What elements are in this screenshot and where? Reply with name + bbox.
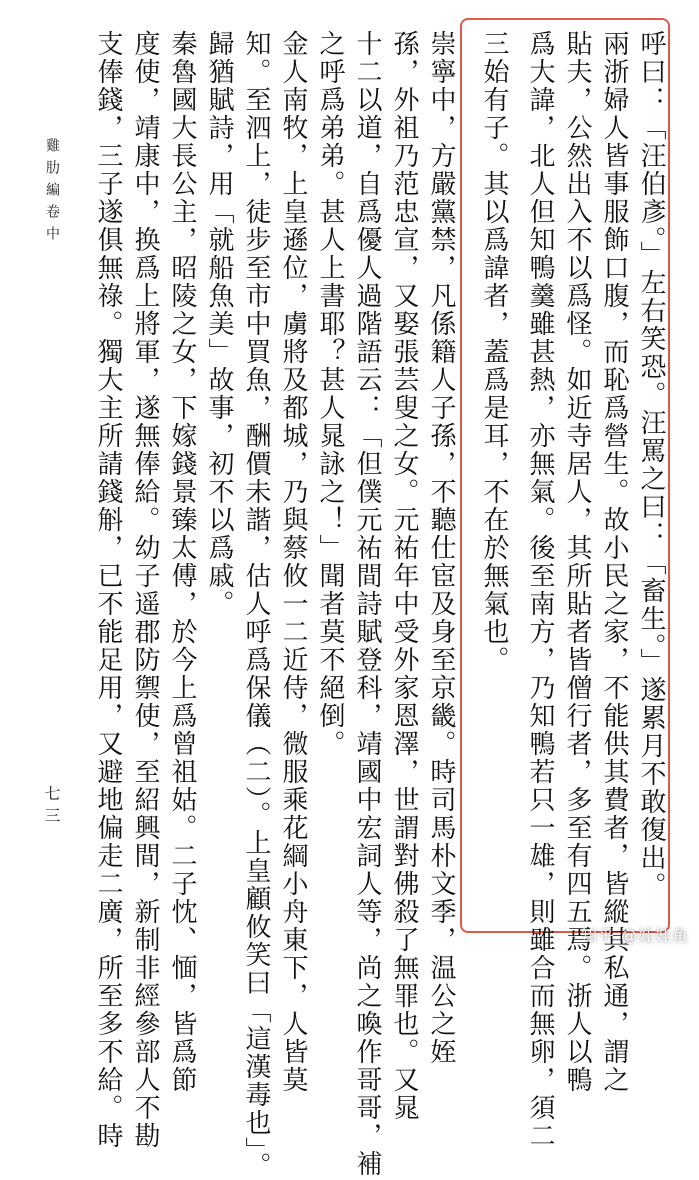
text-column-2: 兩浙婦人皆事服飾口腹，而恥爲營生。故小民之家，不能供其費者，皆縱其私通，謂之 <box>599 30 629 1094</box>
text-column-3: 貼夫，公然出入不以爲怪。如近寺居人，其所貼者皆僧行者，多至有四五焉。浙人以鴨 <box>562 30 592 1094</box>
text-column-12: 歸猶賦詩，用「就船魚美」故事，初不以爲戚。 <box>204 30 234 618</box>
text-column-15: 支俸錢，三子遂俱無祿。獨大主所請錢斛，已不能足用，又避地偏走二廣，所至多不給。時 <box>93 30 123 1150</box>
text-column-9: 之呼爲弟弟。甚人上書耶？甚人晁詠之！」聞者莫不絕倒。 <box>315 30 345 758</box>
text-column-14: 度使，靖康中，换爲上將軍，遂無俸給。幼子遥郡防禦使，至紹興間，新制非經參部人不勘 <box>130 30 160 1150</box>
text-column-4: 爲大諱，北人但知鴨羹雖甚熱，亦無氣。後至南方，乃知鴨若只一雄，則雖合而無卵，須二 <box>525 30 555 1150</box>
running-head: 雞肋編卷中 <box>44 138 60 248</box>
text-column-1: 呼曰：「汪伯彥。」左右笑恐。汪罵之曰：「畜生。」遂累月不敢復出。 <box>636 30 666 900</box>
text-column-5: 三始有子。其以爲諱者，蓋爲是耳，不在於無氣也。 <box>479 30 509 674</box>
page-number: 七三 <box>42 785 61 829</box>
text-column-10: 金人南牧，上皇遜位，虜將及都城，乃與蔡攸一二近侍，微服乘花綱小舟東下，人皆莫 <box>278 30 308 1094</box>
text-column-8: 十二以道，自爲優人過階語云：「但僕元祐間詩賦登科，靖國中宏詞人等，尚之喚作哥哥，補 <box>352 30 382 1178</box>
text-column-11: 知。至泗上，徒步至市中買魚，酬價未諧，估人呼爲保儀（二）。上皇顧攸笑曰「這漢毒也」。 <box>241 30 271 1180</box>
text-column-13: 秦魯國大長公主，昭陵之女，下嫁錢景臻太傅，於今上爲曾祖姑。二子忱、愐，皆爲節 <box>167 30 197 1094</box>
zhihu-watermark: 知乎 @娃娃鱼 <box>580 926 689 945</box>
text-column-7: 孫，外祖乃范忠宣，又娶張芸叟之女。元祐年中受外家恩澤，世謂對佛殺了無罪也。又晁 <box>389 30 419 1122</box>
text-column-6: 崇寧中，方嚴黨禁，凡係籍人子孫，不聽仕宦及身至京畿。時司馬朴文季，温公之姪 <box>426 30 456 1066</box>
